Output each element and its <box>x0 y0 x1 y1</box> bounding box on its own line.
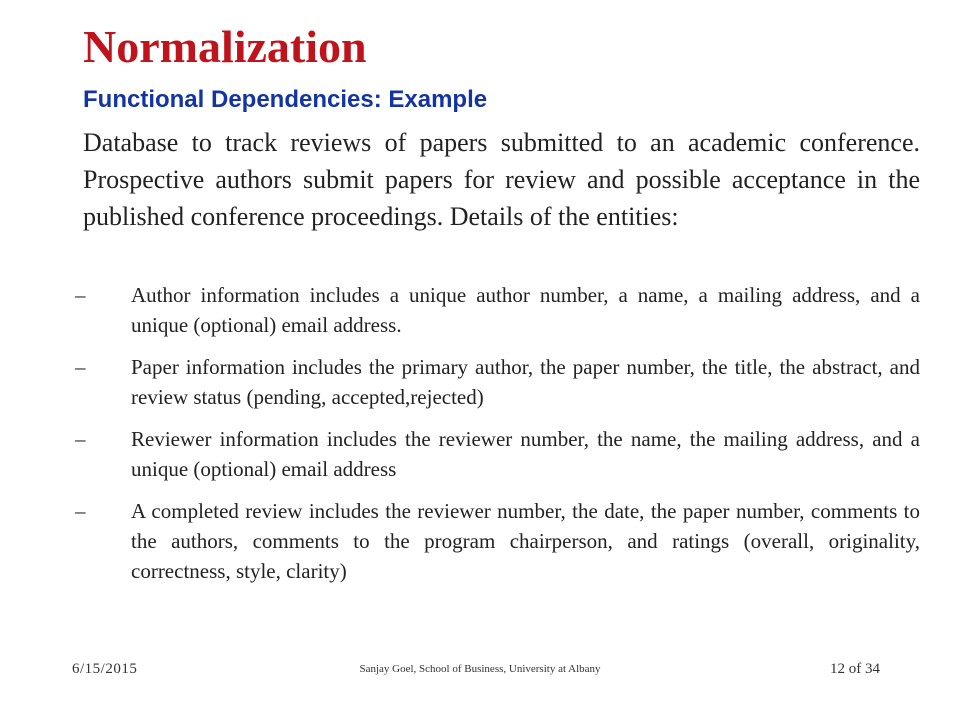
bullet-dash: – <box>75 499 86 523</box>
list-item-author <box>75 280 920 340</box>
slide-subtitle: Functional Dependencies: Example <box>83 86 488 113</box>
footer-page-number: 12 of 34 <box>830 661 880 677</box>
list-item-text: Reviewer information includes the reviewer number, the name, the mailing address, and a unique (optional) email address <box>131 427 920 481</box>
list-item-text: A completed review includes the reviewer number, the date, the paper number, comments to the authors, comments to the program chairperson, and ratings (overall, originality, correctness, style, clarity) <box>131 499 920 583</box>
list-item-text: Author information includes a unique author number, a name, a mailing address, and a unique (optional) email address. <box>131 283 920 337</box>
list-item-reviewer <box>75 424 920 484</box>
bullet-dash: – <box>75 427 86 451</box>
list-item-text: Paper information includes the primary author, the paper number, the title, the abstract, and review status (pending, accepted,rejected) <box>131 355 920 409</box>
list-item-review <box>75 496 920 586</box>
intro-paragraph: Database to track reviews of papers submitted to an academic conference. Prospective authors submit papers for review and possible acceptance in the published conference proceedings. Details of the entities: <box>83 128 920 231</box>
footer-date: 6/15/2015 <box>72 661 138 677</box>
slide-title: Normalization <box>83 21 367 72</box>
bullet-dash: – <box>75 355 86 379</box>
footer-author: Sanjay Goel, School of Business, University at Albany <box>359 663 601 675</box>
list-item-paper <box>75 352 920 412</box>
bullet-dash: – <box>75 283 86 307</box>
entity-details-list <box>75 280 920 598</box>
